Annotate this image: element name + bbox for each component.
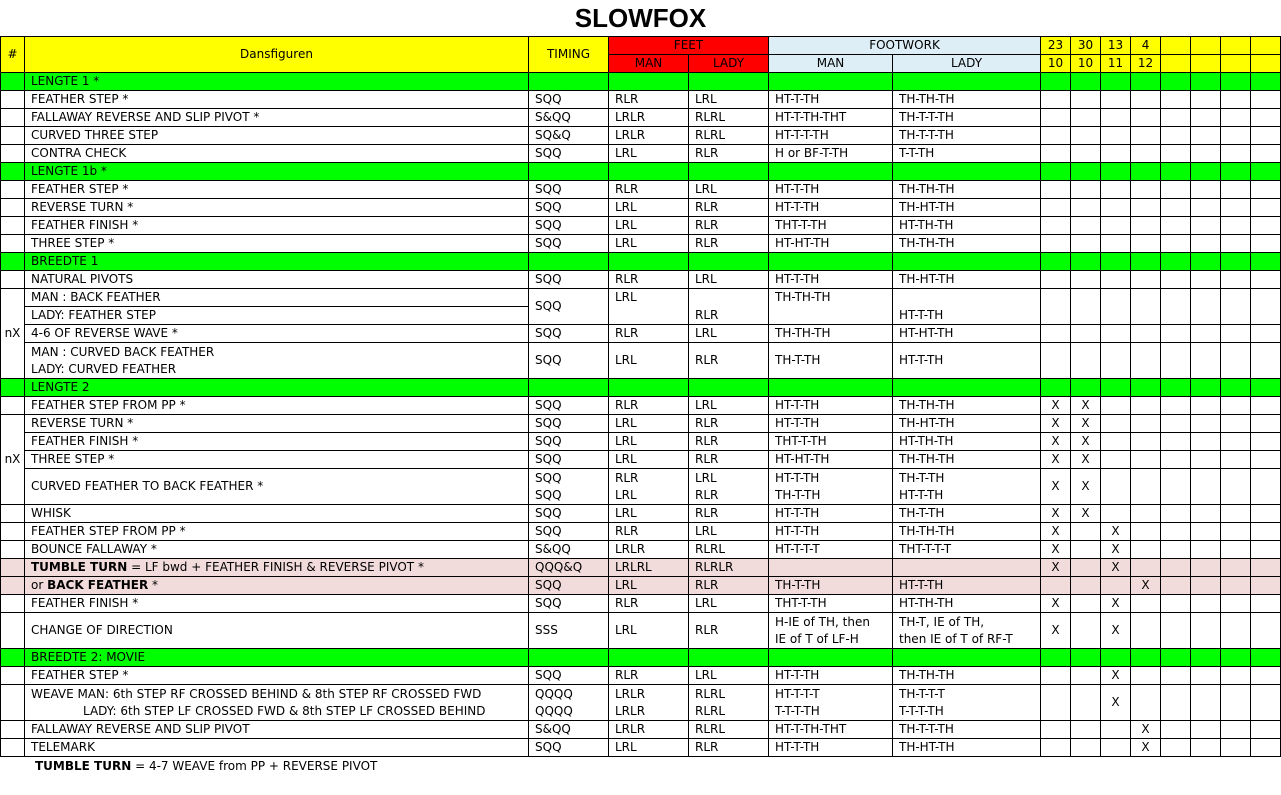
- figure-name: FALLAWAY REVERSE AND SLIP PIVOT: [25, 721, 529, 739]
- table-row: nX MAN : BACK FEATHER SQQ LRL TH-TH-TH: [1, 289, 1281, 307]
- header-date-day: 4: [1131, 37, 1161, 55]
- header-date-day: 23: [1041, 37, 1071, 55]
- header-timing: TIMING: [529, 37, 609, 73]
- figure-name: LADY: 6th STEP LF CROSSED FWD & 8th STEP LF CROSSED BEHIND: [83, 703, 486, 718]
- figure-name: MAN : CURVED BACK FEATHER: [31, 344, 215, 359]
- section-row: [1, 73, 1281, 91]
- done-mark: X: [1041, 595, 1071, 613]
- header-hash: #: [1, 37, 25, 73]
- done-mark: X: [1041, 397, 1071, 415]
- section-row: [1, 649, 1281, 667]
- done-mark: X: [1041, 523, 1071, 541]
- done-mark: X: [1131, 577, 1161, 595]
- figure-name: CURVED THREE STEP: [25, 127, 529, 145]
- table-row: FEATHER STEP * SQQ RLR LRL HT-T-TH TH-TH-TH: [1, 181, 1281, 199]
- done-mark: X: [1041, 415, 1071, 433]
- table-row: nX REVERSE TURN * SQQ LRL RLR HT-T-TH TH-HT-TH X X: [1, 415, 1281, 433]
- figure-name: CURVED FEATHER TO BACK FEATHER *: [25, 469, 529, 505]
- table-row: FEATHER FINISH * SQQ LRL RLR THT-T-TH HT-TH-TH X X: [1, 433, 1281, 451]
- figure-name: FEATHER STEP *: [25, 667, 529, 685]
- figure-name: CHANGE OF DIRECTION: [25, 613, 529, 649]
- section-row: [1, 379, 1281, 397]
- page-title: SLOWFOX: [574, 3, 707, 33]
- section-label: BREEDTE 2: MOVIE: [25, 649, 529, 667]
- done-mark: X: [1101, 541, 1131, 559]
- figure-name: LADY: FEATHER STEP: [25, 307, 529, 325]
- done-mark: X: [1071, 433, 1101, 451]
- done-mark: X: [1101, 559, 1131, 577]
- section-label: LENGTE 2: [25, 379, 529, 397]
- section-label: LENGTE 1 *: [25, 73, 529, 91]
- table-row: THREE STEP * SQQ LRL RLR HT-HT-TH TH-TH-TH X X: [1, 451, 1281, 469]
- done-mark: X: [1041, 541, 1071, 559]
- section-row: [1, 163, 1281, 181]
- figure-name: TELEMARK: [25, 739, 529, 757]
- figure-name: THREE STEP *: [25, 451, 529, 469]
- header-feet: FEET: [609, 37, 769, 55]
- table-row: LADY: FEATHER STEP RLR HT-T-TH: [1, 307, 1281, 325]
- figure-name: REVERSE TURN *: [25, 415, 529, 433]
- table-row: CURVED FEATHER TO BACK FEATHER * SQQ SQQ RLR LRL LRL RLR HT-T-TH TH-T-TH TH-T-TH HT-T-TH X X: [1, 469, 1281, 505]
- table-row: CURVED THREE STEP SQ&Q LRLR RLRL HT-T-T-TH TH-T-T-TH: [1, 127, 1281, 145]
- header-date-day: 30: [1071, 37, 1101, 55]
- figure-name: FEATHER FINISH *: [25, 595, 529, 613]
- figure-name: THREE STEP *: [25, 235, 529, 253]
- table-row: MAN : CURVED BACK FEATHER LADY: CURVED FEATHER SQQ LRL RLR TH-T-TH HT-T-TH: [1, 343, 1281, 379]
- figure-name: or BACK FEATHER *: [25, 577, 529, 595]
- figure-name: FEATHER STEP *: [25, 181, 529, 199]
- dance-figures-table: [0, 36, 1281, 757]
- figure-name: FEATHER FINISH *: [25, 217, 529, 235]
- repeat-marker: nX: [1, 415, 25, 505]
- section-row: [1, 253, 1281, 271]
- table-row: FEATHER STEP * SQQ RLR LRL HT-T-TH TH-TH-TH: [1, 91, 1281, 109]
- figure-name: TUMBLE TURN = LF bwd + FEATHER FINISH & REVERSE PIVOT *: [25, 559, 529, 577]
- figure-name: MAN : BACK FEATHER: [25, 289, 529, 307]
- done-mark: X: [1041, 451, 1071, 469]
- done-mark: X: [1131, 721, 1161, 739]
- header-footwork-lady: LADY: [893, 55, 1041, 73]
- header-footwork-man: MAN: [769, 55, 893, 73]
- done-mark: X: [1101, 613, 1131, 649]
- header-date-day: 13: [1101, 37, 1131, 55]
- figure-name: FEATHER STEP FROM PP *: [25, 397, 529, 415]
- table-row: NATURAL PIVOTS SQQ RLR LRL HT-T-TH TH-HT-TH: [1, 271, 1281, 289]
- figure-name: FALLAWAY REVERSE AND SLIP PIVOT *: [25, 109, 529, 127]
- table-row: FEATHER STEP FROM PP * SQQ RLR LRL HT-T-TH TH-TH-TH X X: [1, 523, 1281, 541]
- table-row: WHISK SQQ LRL RLR HT-T-TH TH-T-TH X X: [1, 505, 1281, 523]
- done-mark: X: [1041, 433, 1071, 451]
- figure-name: WHISK: [25, 505, 529, 523]
- figure-name: REVERSE TURN *: [25, 199, 529, 217]
- table-row: 4-6 OF REVERSE WAVE * SQQ RLR LRL TH-TH-TH HT-HT-TH: [1, 325, 1281, 343]
- done-mark: X: [1101, 523, 1131, 541]
- table-row: FEATHER FINISH * SQQ LRL RLR THT-T-TH HT-TH-TH: [1, 217, 1281, 235]
- done-mark: X: [1071, 415, 1101, 433]
- table-row: CHANGE OF DIRECTION SSS LRL RLR H-IE of TH, then IE of T of LF-H TH-T, IE of TH, then IE of T of RF-T X X: [1, 613, 1281, 649]
- done-mark: X: [1041, 613, 1071, 649]
- done-mark: X: [1071, 451, 1101, 469]
- done-mark: X: [1071, 505, 1101, 523]
- header-dansfiguren: Dansfiguren: [25, 37, 529, 73]
- table-row-highlight: TUMBLE TURN = LF bwd + FEATHER FINISH & REVERSE PIVOT * QQQ&Q LRLRL RLRLR X X: [1, 559, 1281, 577]
- header-feet-man: MAN: [609, 55, 689, 73]
- done-mark: X: [1101, 667, 1131, 685]
- table-row: CONTRA CHECK SQQ LRL RLR H or BF-T-TH T-T-TH: [1, 145, 1281, 163]
- done-mark: X: [1071, 397, 1101, 415]
- footnote: TUMBLE TURN = 4-7 WEAVE from PP + REVERSE PIVOT: [35, 759, 378, 773]
- done-mark: X: [1131, 739, 1161, 757]
- header-date-month: 12: [1131, 55, 1161, 73]
- section-label: BREEDTE 1: [25, 253, 529, 271]
- figure-name: FEATHER FINISH *: [25, 433, 529, 451]
- header-date-month: 11: [1101, 55, 1131, 73]
- table-row: WEAVE MAN: 6th STEP RF CROSSED BEHIND & 8th STEP RF CROSSED FWD LADY: 6th STEP LF CROSSED FWD & 8th STEP LF CROSSED BEHIND QQQQ QQQQ LRLR LRLR RLRL RLRL HT-T-T-T T-T-T-TH TH-T-T-T T-T-T-TH X: [1, 685, 1281, 721]
- figure-name: WEAVE MAN: 6th STEP RF CROSSED BEHIND & 8th STEP RF CROSSED FWD: [31, 686, 482, 701]
- table-row: FEATHER STEP FROM PP * SQQ RLR LRL HT-T-TH TH-TH-TH X X: [1, 397, 1281, 415]
- repeat-marker: nX: [1, 289, 25, 379]
- figure-name: FEATHER STEP *: [25, 91, 529, 109]
- figure-name: 4-6 OF REVERSE WAVE *: [25, 325, 529, 343]
- header-footwork: FOOTWORK: [769, 37, 1041, 55]
- table-row: THREE STEP * SQQ LRL RLR HT-HT-TH TH-TH-TH: [1, 235, 1281, 253]
- header-date-month: 10: [1071, 55, 1101, 73]
- section-label: LENGTE 1b *: [25, 163, 529, 181]
- figure-name: NATURAL PIVOTS: [25, 271, 529, 289]
- table-row: FEATHER STEP * SQQ RLR LRL HT-T-TH TH-TH-TH X: [1, 667, 1281, 685]
- done-mark: X: [1071, 469, 1101, 505]
- figure-name: CONTRA CHECK: [25, 145, 529, 163]
- table-row: REVERSE TURN * SQQ LRL RLR HT-T-TH TH-HT-TH: [1, 199, 1281, 217]
- done-mark: X: [1101, 595, 1131, 613]
- header-feet-lady: LADY: [689, 55, 769, 73]
- figure-name: FEATHER STEP FROM PP *: [25, 523, 529, 541]
- done-mark: X: [1101, 685, 1131, 721]
- header-date-month: 10: [1041, 55, 1071, 73]
- table-row: FALLAWAY REVERSE AND SLIP PIVOT S&QQ LRLR RLRL HT-T-TH-THT TH-T-T-TH X: [1, 721, 1281, 739]
- table-row: FALLAWAY REVERSE AND SLIP PIVOT * S&QQ LRLR RLRL HT-T-TH-THT TH-T-T-TH: [1, 109, 1281, 127]
- done-mark: X: [1041, 559, 1071, 577]
- table-row: BOUNCE FALLAWAY * S&QQ LRLR RLRL HT-T-T-T THT-T-T-T X X: [1, 541, 1281, 559]
- table-row: TELEMARK SQQ LRL RLR HT-T-TH TH-HT-TH X: [1, 739, 1281, 757]
- table-row-highlight: or BACK FEATHER * SQQ LRL RLR TH-T-TH HT-T-TH X: [1, 577, 1281, 595]
- figure-name: BOUNCE FALLAWAY *: [25, 541, 529, 559]
- table-row: FEATHER FINISH * SQQ RLR LRL THT-T-TH HT-TH-TH X X: [1, 595, 1281, 613]
- done-mark: X: [1041, 469, 1071, 505]
- done-mark: X: [1041, 505, 1071, 523]
- figure-name: LADY: CURVED FEATHER: [31, 361, 177, 376]
